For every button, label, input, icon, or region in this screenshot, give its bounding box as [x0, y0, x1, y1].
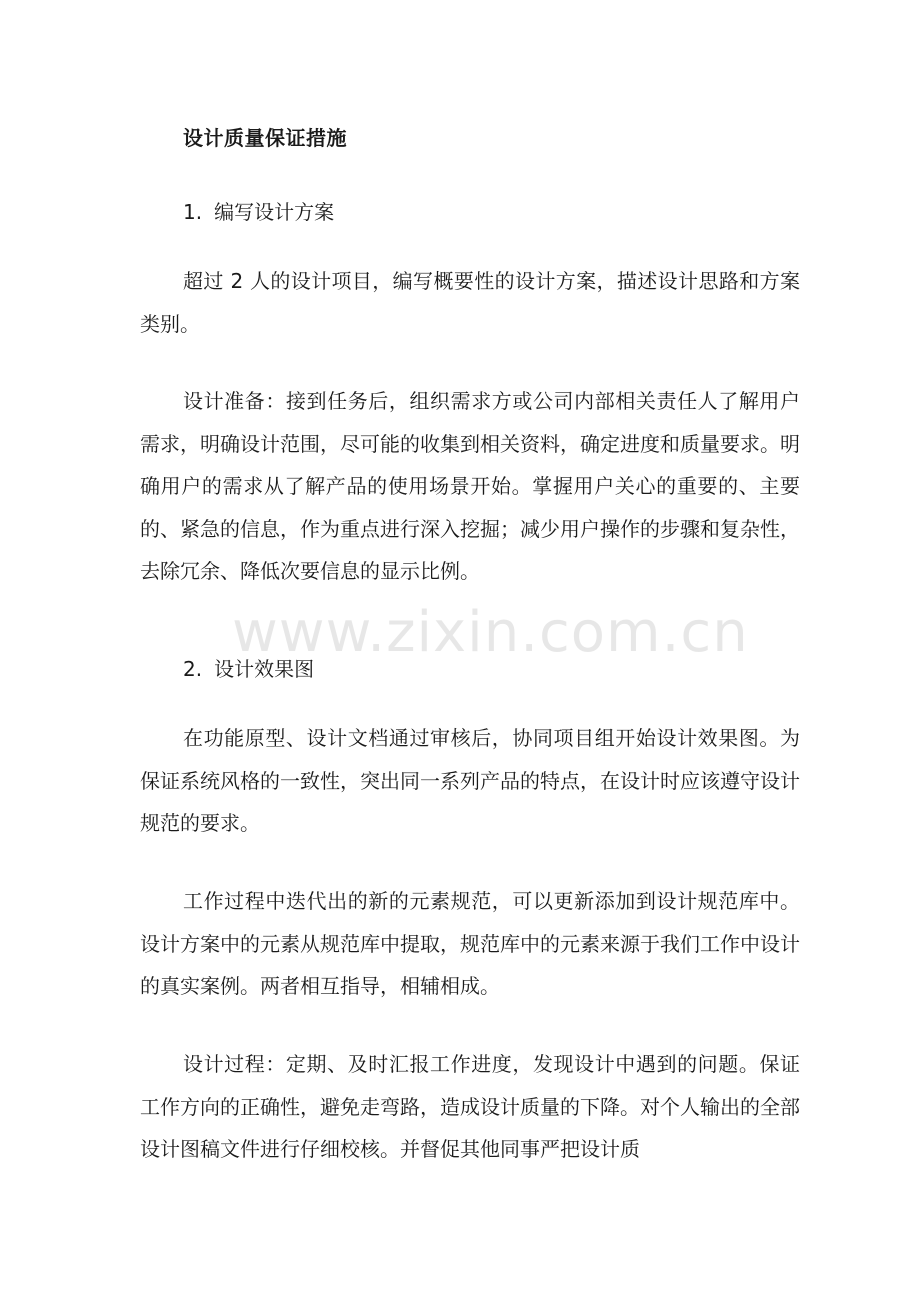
document-title: 设计质量保证措施: [183, 126, 347, 150]
section-heading-1: [183, 196, 334, 225]
section-title: 设计效果图: [214, 657, 315, 681]
section-title: 编写设计方案: [214, 200, 335, 224]
section-heading-2: [183, 653, 314, 682]
paragraph-2: 设计准备：接到任务后，组织需求方或公司内部相关责任人了解用户需求，明确设计范围，尽可能的收集到相关资料，确定进度和质量要求。明确用户的需求从了解产品的使用场景开始。掌握用户关心的重要的、主要的、紧急的信息，作为重点进行深入挖掘；减少用户操作的步骤和复杂性，去除冗余、降低次要信息的显示比例。: [140, 389, 800, 583]
section-number: 1.: [183, 200, 203, 224]
paragraph-3: 在功能原型、设计文档通过审核后，协同项目组开始设计效果图。为保证系统风格的一致性，突出同一系列产品的特点，在设计时应该遵守设计规范的要求。: [140, 726, 800, 835]
paragraph-4: 工作过程中迭代出的新的元素规范，可以更新添加到设计规范库中。设计方案中的元素从规范库中提取，规范库中的元素来源于我们工作中设计的真实案例。两者相互指导，相辅相成。: [140, 889, 800, 998]
paragraph-1: 超过 2 人的设计项目，编写概要性的设计方案，描述设计思路和方案类别。: [140, 269, 800, 336]
watermark: www.zixin.com.cn: [232, 600, 749, 665]
section-number: 2.: [183, 657, 203, 681]
paragraph-5: 设计过程：定期、及时汇报工作进度，发现设计中遇到的问题。保证工作方向的正确性，避免走弯路，造成设计质量的下降。对个人输出的全部设计图稿文件进行仔细校核。并督促其他同事严把设计质: [140, 1052, 800, 1161]
